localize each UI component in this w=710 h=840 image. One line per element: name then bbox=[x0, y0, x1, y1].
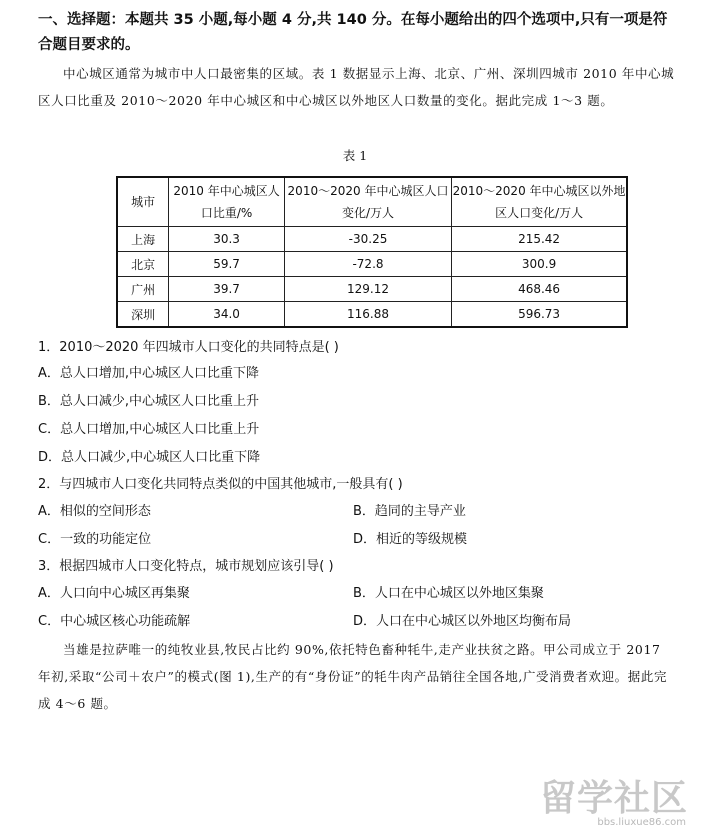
question-1-option-b[interactable]: B．总人口减少,中心城区人口比重上升 bbox=[38, 394, 260, 409]
watermark-url: bbs.liuxue86.com bbox=[597, 817, 686, 828]
cell-share: 59.7 bbox=[169, 252, 285, 277]
cell-city: 广州 bbox=[117, 277, 169, 302]
header-outer-change: 2010～2020 年中心城区以外地区人口变化/万人 bbox=[452, 177, 627, 227]
question-2-option-c[interactable]: C．一致的功能定位 bbox=[38, 532, 152, 547]
question-2-option-d[interactable]: D．相近的等级规模 bbox=[353, 532, 468, 547]
cell-share: 30.3 bbox=[169, 227, 285, 252]
question-3-option-a[interactable]: A．人口向中心城区再集聚 bbox=[38, 586, 190, 601]
table-row bbox=[117, 252, 627, 277]
question-3-stem: 3．根据四城市人口变化特点，城市规划应该引导( ) bbox=[38, 559, 334, 574]
header-share: 2010 年中心城区人口比重/% bbox=[169, 177, 285, 227]
cell-center-change: -30.25 bbox=[284, 227, 451, 252]
header-center-change: 2010～2020 年中心城区人口变化/万人 bbox=[284, 177, 451, 227]
cell-share: 34.0 bbox=[169, 302, 285, 328]
question-2-stem: 2．与四城市人口变化共同特点类似的中国其他城市,一般具有( ) bbox=[38, 477, 403, 492]
header-city: 城市 bbox=[117, 177, 169, 227]
cell-city: 上海 bbox=[117, 227, 169, 252]
cell-center-change: 129.12 bbox=[284, 277, 451, 302]
cell-center-change: 116.88 bbox=[284, 302, 451, 328]
question-1-stem: 1．2010～2020 年四城市人口变化的共同特点是( ) bbox=[38, 340, 339, 355]
intro-paragraph: 中心城区通常为城市中人口最密集的区域。表 1 数据显示上海、北京、广州、深圳四城市 2010 年中心城区人口比重及 2010～2020 年中心城区和中心城区以外地区人口数量的变化。据此完成 1～3 题。 bbox=[38, 66, 675, 108]
question-2-option-b[interactable]: B．趋同的主导产业 bbox=[353, 504, 466, 519]
table-row bbox=[117, 277, 627, 302]
cell-outer-change: 596.73 bbox=[452, 302, 627, 328]
cell-outer-change: 468.46 bbox=[452, 277, 627, 302]
table-row bbox=[117, 302, 627, 328]
cell-share: 39.7 bbox=[169, 277, 285, 302]
question-3-option-b[interactable]: B．人口在中心城区以外地区集聚 bbox=[353, 586, 544, 601]
table-row bbox=[117, 227, 627, 252]
cell-center-change: -72.8 bbox=[284, 252, 451, 277]
cell-city: 北京 bbox=[117, 252, 169, 277]
question-3-option-d[interactable]: D．人口在中心城区以外地区均衡布局 bbox=[353, 614, 572, 629]
question-2-option-a[interactable]: A．相似的空间形态 bbox=[38, 504, 151, 519]
question-3-option-c[interactable]: C．中心城区核心功能疏解 bbox=[38, 614, 191, 629]
watermark-logo bbox=[520, 770, 688, 828]
population-table bbox=[116, 176, 628, 328]
cell-outer-change: 300.9 bbox=[452, 252, 627, 277]
cell-outer-change: 215.42 bbox=[452, 227, 627, 252]
question-1-option-c[interactable]: C．总人口增加,中心城区人口比重上升 bbox=[38, 422, 260, 437]
watermark-text: 留学社区 bbox=[539, 778, 688, 819]
section-heading: 一、选择题：本题共 35 小题,每小题 4 分,共 140 分。在每小题给出的四个选项中,只有一项是符合题目要求的。 bbox=[38, 12, 668, 53]
question-1-option-a[interactable]: A．总人口增加,中心城区人口比重下降 bbox=[38, 366, 260, 381]
second-paragraph: 当雄是拉萨唯一的纯牧业县,牧民占比约 90%,依托特色畜种牦牛,走产业扶贫之路。甲公司成立于 2017 年初,采取“公司＋农户”的模式(图 1),生产的有“身份证”的牦牛肉产品销往全国各地,广受消费者欢迎。据此完成 4～6 题。 bbox=[38, 642, 668, 711]
question-1-option-d[interactable]: D．总人口减少,中心城区人口比重下降 bbox=[38, 450, 261, 465]
table-header-row bbox=[117, 177, 627, 227]
cell-city: 深圳 bbox=[117, 302, 169, 328]
table-caption: 表 1 bbox=[342, 148, 368, 163]
